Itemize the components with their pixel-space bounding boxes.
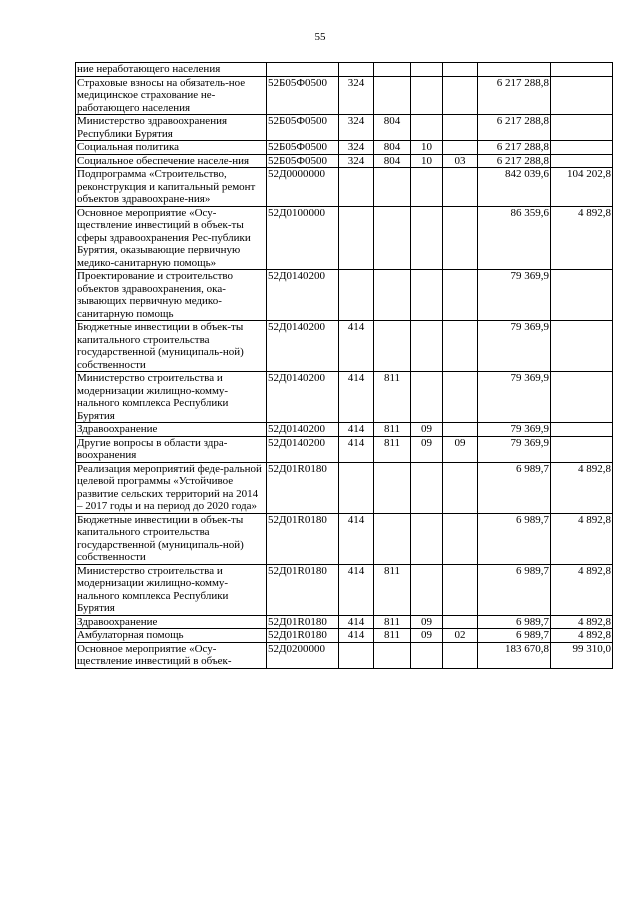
cell-amount-total [478, 63, 551, 77]
cell-amount-federal: 4 892,8 [551, 615, 613, 629]
cell-ministry-code: 811 [374, 615, 411, 629]
cell-section [411, 642, 443, 668]
cell-amount-federal [551, 423, 613, 437]
cell-expense-type [339, 642, 374, 668]
cell-subsection [443, 270, 478, 321]
cell-amount-total: 79 369,9 [478, 436, 551, 462]
cell-amount-total: 79 369,9 [478, 321, 551, 372]
cell-ministry-code: 804 [374, 141, 411, 155]
cell-ministry-code [374, 76, 411, 115]
cell-ministry-code [374, 168, 411, 207]
cell-section [411, 513, 443, 564]
cell-subsection [443, 423, 478, 437]
cell-target-code: 52Д0140200 [267, 321, 339, 372]
table-row [76, 76, 613, 115]
cell-ministry-code [374, 642, 411, 668]
cell-expense-type: 414 [339, 513, 374, 564]
cell-expense-type: 414 [339, 321, 374, 372]
cell-ministry-code: 811 [374, 629, 411, 643]
cell-ministry-code: 811 [374, 436, 411, 462]
cell-amount-total: 6 217 288,8 [478, 76, 551, 115]
cell-subsection [443, 115, 478, 141]
cell-name: Проектирование и строительство объектов здравоохранения, ока-зывающих первичную медико-санитарную помощь [76, 270, 267, 321]
cell-amount-federal: 4 892,8 [551, 564, 613, 615]
cell-expense-type: 414 [339, 615, 374, 629]
table-row [76, 141, 613, 155]
cell-amount-total: 86 359,6 [478, 206, 551, 270]
table-row [76, 564, 613, 615]
cell-target-code: 52Д01R0180 [267, 629, 339, 643]
cell-amount-total: 183 670,8 [478, 642, 551, 668]
cell-section [411, 115, 443, 141]
table-row [76, 321, 613, 372]
cell-ministry-code [374, 206, 411, 270]
cell-name: Подпрограмма «Строительство, реконструкция и капитальный ремонт объектов здравоохране-ния» [76, 168, 267, 207]
cell-name: Бюджетные инвестиции в объек-ты капитального строительства государственной (муниципаль-ной) собственности [76, 321, 267, 372]
table-row [76, 115, 613, 141]
cell-section [411, 76, 443, 115]
cell-amount-federal [551, 141, 613, 155]
cell-amount-total: 6 217 288,8 [478, 154, 551, 168]
cell-target-code: 52Д01R0180 [267, 564, 339, 615]
cell-name: Социальное обеспечение населе-ния [76, 154, 267, 168]
cell-target-code [267, 63, 339, 77]
cell-name: Министерство строительства и модернизации жилищно-комму-нального комплекса Республики Бурятия [76, 372, 267, 423]
cell-ministry-code [374, 270, 411, 321]
cell-name: Министерство строительства и модернизации жилищно-комму-нального комплекса Республики Бурятия [76, 564, 267, 615]
table-row [76, 206, 613, 270]
budget-table [75, 62, 613, 669]
cell-amount-total: 79 369,9 [478, 270, 551, 321]
cell-target-code: 52Д0100000 [267, 206, 339, 270]
cell-ministry-code: 804 [374, 115, 411, 141]
cell-subsection [443, 642, 478, 668]
cell-subsection [443, 76, 478, 115]
cell-section [411, 63, 443, 77]
cell-ministry-code: 804 [374, 154, 411, 168]
cell-target-code: 52Б05Ф0500 [267, 141, 339, 155]
cell-expense-type: 324 [339, 115, 374, 141]
cell-section: 09 [411, 423, 443, 437]
cell-amount-federal [551, 154, 613, 168]
cell-amount-total: 6 989,7 [478, 462, 551, 513]
cell-expense-type [339, 206, 374, 270]
cell-name: Основное мероприятие «Осу-ществление инвестиций в объек-ты сферы здравоохранения Рес-публики Бурятия, оказывающие первичную медико-санитарную помощь» [76, 206, 267, 270]
cell-amount-total: 6 989,7 [478, 564, 551, 615]
cell-section: 09 [411, 615, 443, 629]
cell-target-code: 52Д0140200 [267, 436, 339, 462]
cell-subsection [443, 372, 478, 423]
table-row [76, 615, 613, 629]
cell-section [411, 564, 443, 615]
cell-target-code: 52Д0140200 [267, 423, 339, 437]
cell-amount-federal: 4 892,8 [551, 513, 613, 564]
cell-amount-federal: 104 202,8 [551, 168, 613, 207]
cell-ministry-code: 811 [374, 564, 411, 615]
cell-amount-total: 79 369,9 [478, 372, 551, 423]
cell-ministry-code [374, 63, 411, 77]
cell-section: 09 [411, 629, 443, 643]
cell-subsection [443, 206, 478, 270]
cell-expense-type [339, 270, 374, 321]
table-row [76, 154, 613, 168]
cell-expense-type [339, 168, 374, 207]
table-row [76, 168, 613, 207]
table-row [76, 63, 613, 77]
cell-amount-federal [551, 115, 613, 141]
cell-expense-type: 414 [339, 629, 374, 643]
cell-target-code: 52Д0140200 [267, 372, 339, 423]
cell-section [411, 321, 443, 372]
cell-section: 10 [411, 141, 443, 155]
cell-target-code: 52Д0000000 [267, 168, 339, 207]
cell-amount-total: 79 369,9 [478, 423, 551, 437]
cell-amount-total: 6 989,7 [478, 629, 551, 643]
cell-amount-federal [551, 63, 613, 77]
cell-expense-type: 324 [339, 154, 374, 168]
cell-subsection [443, 564, 478, 615]
cell-section: 09 [411, 436, 443, 462]
cell-subsection: 09 [443, 436, 478, 462]
cell-name: Страховые взносы на обязатель-ное медицинское страхование не-работающего населения [76, 76, 267, 115]
cell-amount-federal [551, 270, 613, 321]
cell-target-code: 52Д0140200 [267, 270, 339, 321]
cell-subsection [443, 321, 478, 372]
cell-expense-type [339, 63, 374, 77]
cell-subsection [443, 63, 478, 77]
table-row [76, 642, 613, 668]
cell-section [411, 168, 443, 207]
cell-amount-total: 842 039,6 [478, 168, 551, 207]
cell-expense-type: 414 [339, 436, 374, 462]
cell-name: Бюджетные инвестиции в объек-ты капитального строительства государственной (муниципаль-ной) собственности [76, 513, 267, 564]
cell-amount-federal: 4 892,8 [551, 462, 613, 513]
cell-target-code: 52Д0200000 [267, 642, 339, 668]
cell-amount-federal: 4 892,8 [551, 629, 613, 643]
table-row [76, 436, 613, 462]
cell-amount-federal [551, 76, 613, 115]
cell-ministry-code [374, 513, 411, 564]
cell-target-code: 52Б05Ф0500 [267, 154, 339, 168]
cell-subsection [443, 168, 478, 207]
cell-section: 10 [411, 154, 443, 168]
cell-name: Социальная политика [76, 141, 267, 155]
cell-subsection: 03 [443, 154, 478, 168]
cell-name: Реализация мероприятий феде-ральной целевой программы «Устойчивое развитие сельских территорий на 2014 – 2017 годы и на период до 2020 года» [76, 462, 267, 513]
cell-amount-federal: 4 892,8 [551, 206, 613, 270]
cell-section [411, 206, 443, 270]
cell-name: Здравоохранение [76, 615, 267, 629]
cell-amount-total: 6 217 288,8 [478, 115, 551, 141]
cell-ministry-code: 811 [374, 372, 411, 423]
cell-amount-total: 6 217 288,8 [478, 141, 551, 155]
table-row [76, 423, 613, 437]
cell-amount-total: 6 989,7 [478, 615, 551, 629]
cell-name: Основное мероприятие «Осу-ществление инвестиций в объек- [76, 642, 267, 668]
cell-subsection [443, 462, 478, 513]
cell-target-code: 52Д01R0180 [267, 513, 339, 564]
cell-subsection: 02 [443, 629, 478, 643]
table-row [76, 513, 613, 564]
cell-subsection [443, 615, 478, 629]
cell-expense-type: 414 [339, 564, 374, 615]
cell-name: Другие вопросы в области здра-воохранения [76, 436, 267, 462]
cell-amount-federal [551, 321, 613, 372]
cell-target-code: 52Б05Ф0500 [267, 115, 339, 141]
cell-amount-federal: 99 310,0 [551, 642, 613, 668]
cell-name: Здравоохранение [76, 423, 267, 437]
cell-name: ние неработающего населения [76, 63, 267, 77]
cell-ministry-code: 811 [374, 423, 411, 437]
cell-expense-type: 324 [339, 76, 374, 115]
cell-name: Амбулаторная помощь [76, 629, 267, 643]
cell-subsection [443, 141, 478, 155]
cell-name: Министерство здравоохранения Республики Бурятия [76, 115, 267, 141]
table-row [76, 462, 613, 513]
cell-amount-total: 6 989,7 [478, 513, 551, 564]
cell-amount-federal [551, 436, 613, 462]
table-row [76, 270, 613, 321]
cell-expense-type: 414 [339, 372, 374, 423]
table-row [76, 629, 613, 643]
cell-expense-type: 324 [339, 141, 374, 155]
cell-ministry-code [374, 462, 411, 513]
cell-target-code: 52Д01R0180 [267, 462, 339, 513]
cell-target-code: 52Д01R0180 [267, 615, 339, 629]
page-number: 55 [314, 31, 326, 43]
cell-amount-federal [551, 372, 613, 423]
cell-target-code: 52Б05Ф0500 [267, 76, 339, 115]
cell-expense-type [339, 462, 374, 513]
budget-table-body [76, 63, 613, 669]
cell-section [411, 462, 443, 513]
cell-ministry-code [374, 321, 411, 372]
table-row [76, 372, 613, 423]
cell-section [411, 372, 443, 423]
cell-expense-type: 414 [339, 423, 374, 437]
cell-subsection [443, 513, 478, 564]
cell-section [411, 270, 443, 321]
